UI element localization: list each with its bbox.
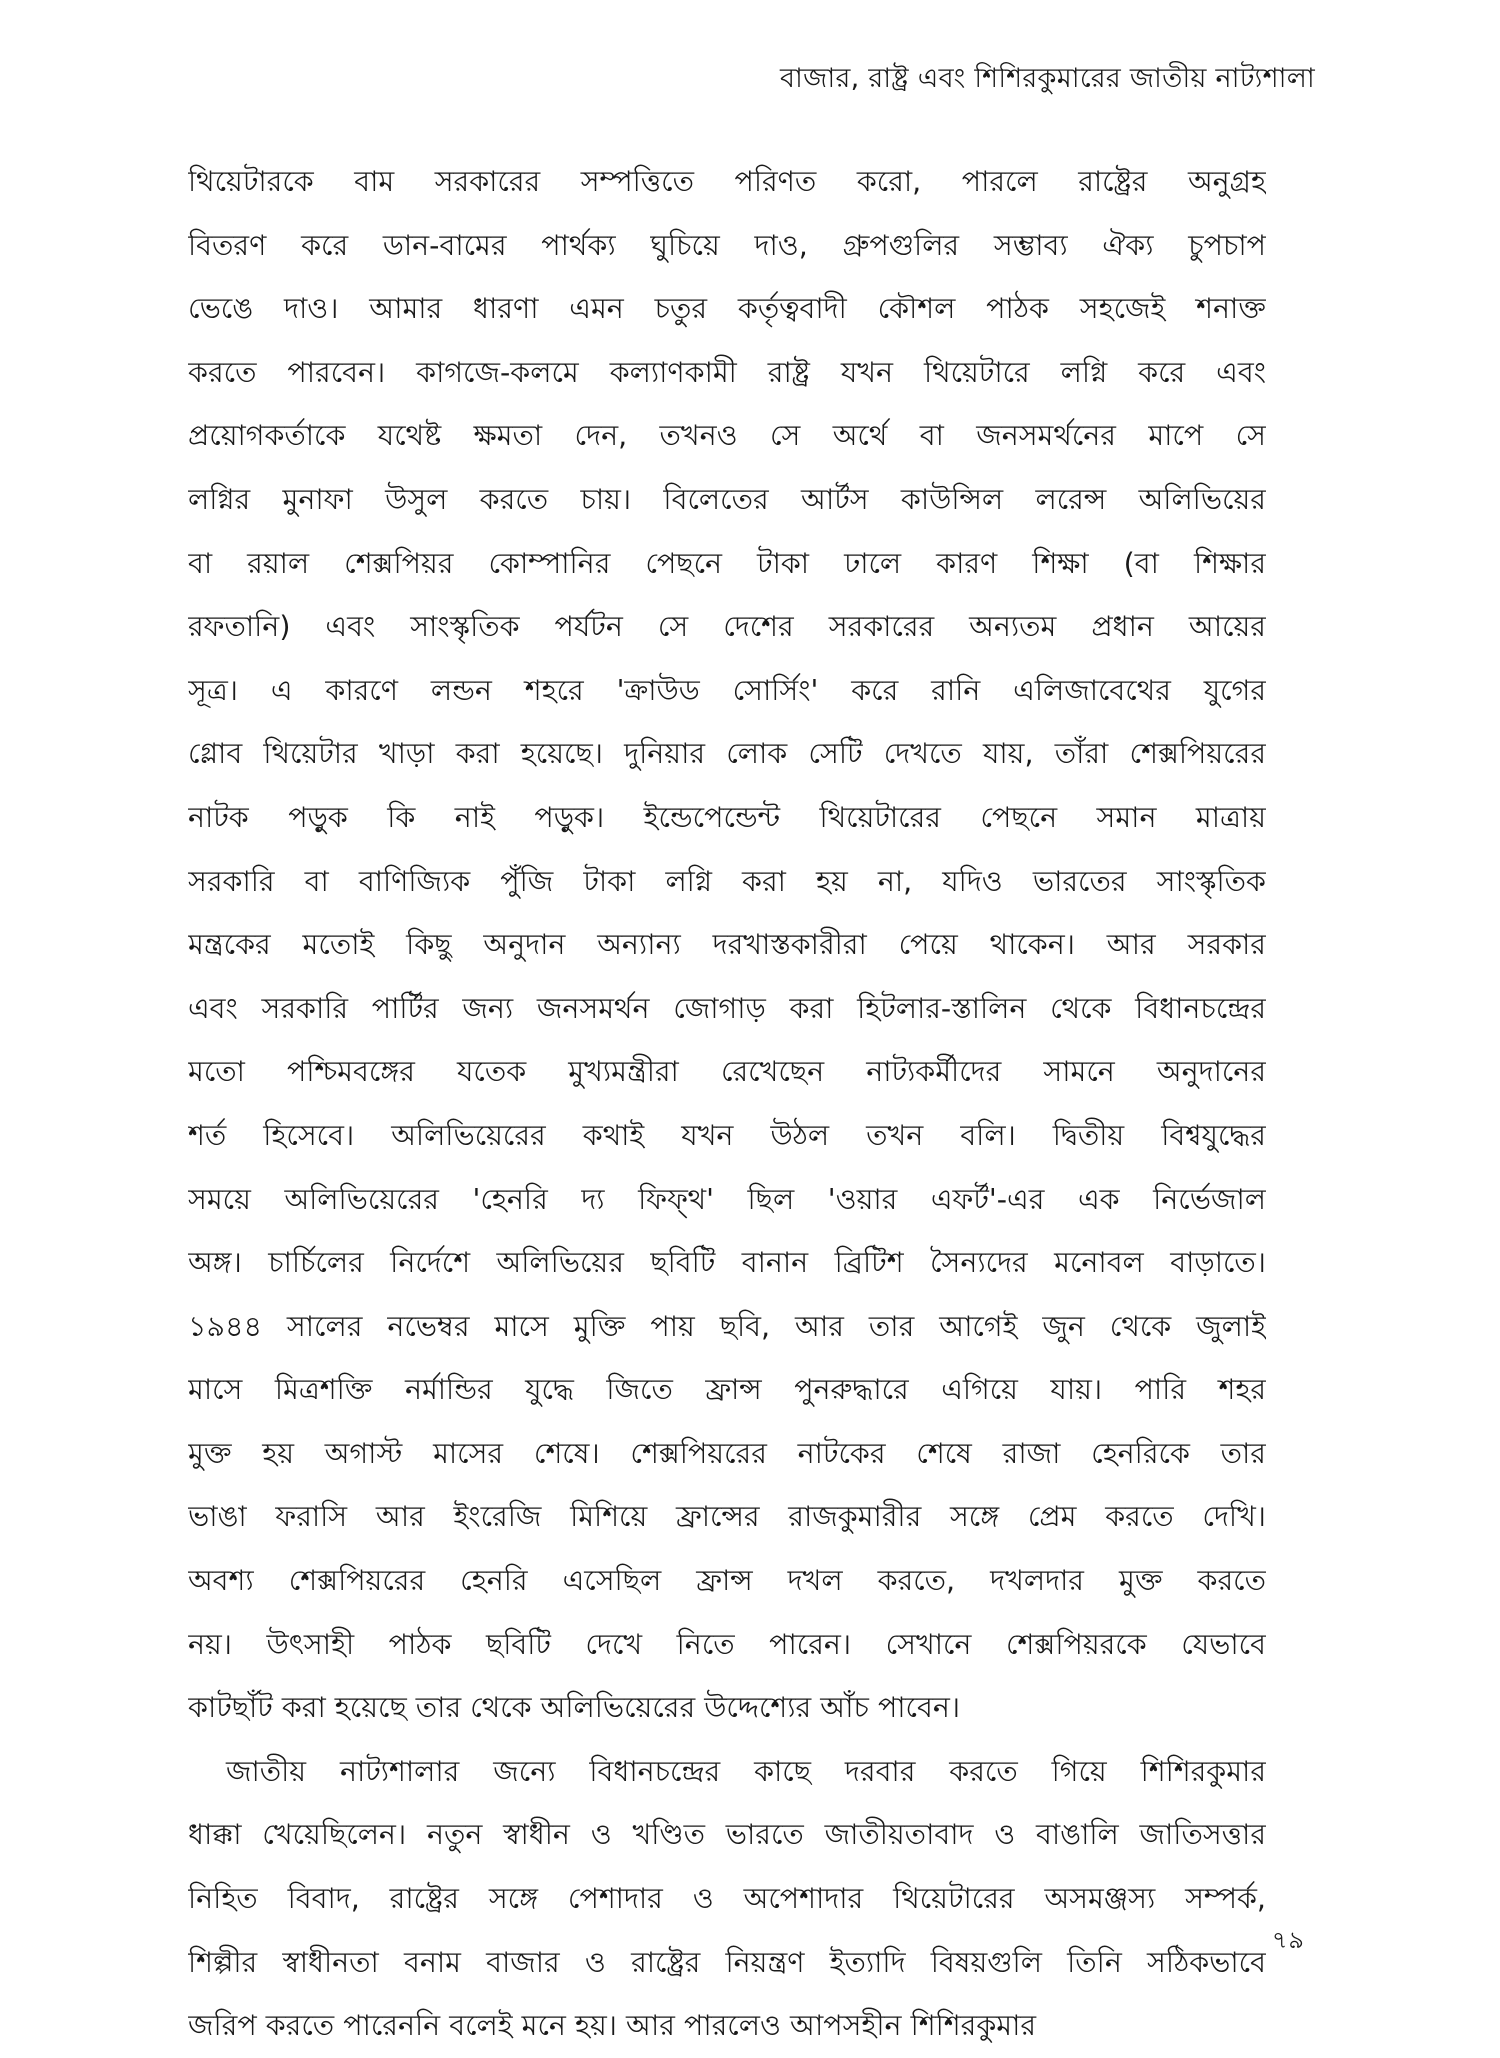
text-line: মুক্ত হয় অগাস্ট মাসের শেষে। শেক্সপিয়রের নাটকের শেষে রাজা হেনরিকে তার	[188, 1436, 1266, 1470]
text-line: নাটক পড়ুক কি নাই পড়ুক। ইন্ডেপেন্ডেন্ট থিয়েটারের পেছনে সমান মাত্রায়	[188, 800, 1266, 834]
text-line: সময়ে অলিভিয়েরের 'হেনরি দ্য ফিফ্থ' ছিল 'ওয়ার এফর্ট'-এর এক নির্ভেজাল	[188, 1182, 1266, 1216]
text-line: মতো পশ্চিমবঙ্গের যতেক মুখ্যমন্ত্রীরা রেখেছেন নাট্যকর্মীদের সামনে অনুদানের	[188, 1055, 1266, 1089]
text-line: বিতরণ করে ডান-বামের পার্থক্য ঘুচিয়ে দাও, গ্রুপগুলির সম্ভাব্য ঐক্য চুপচাপ	[188, 228, 1266, 262]
text-line: ধাক্কা খেয়েছিলেন। নতুন স্বাধীন ও খণ্ডিত ভারতে জাতীয়তাবাদ ও বাঙালি জাতিসত্তার	[188, 1818, 1266, 1852]
paragraph	[188, 150, 1266, 1740]
running-header: বাজার, রাষ্ট্র এবং শিশিরকুমারের জাতীয় নাট্যশালা	[780, 63, 1315, 94]
text-line: নয়। উৎসাহী পাঠক ছবিটি দেখে নিতে পারেন। সেখানে শেক্সপিয়রকে যেভাবে	[188, 1627, 1266, 1661]
text-line: মাসে মিত্রশক্তি নর্মান্ডির যুদ্ধে জিতে ফ্রান্স পুনরুদ্ধারে এগিয়ে যায়। পারি শহর	[188, 1373, 1266, 1407]
page-number: ৭৯	[1271, 1926, 1305, 1954]
text-line: রফতানি) এবং সাংস্কৃতিক পর্যটন সে দেশের সরকারের অন্যতম প্রধান আয়ের	[188, 610, 1266, 644]
text-line: বা রয়াল শেক্সপিয়র কোম্পানির পেছনে টাকা ঢালে কারণ শিক্ষা (বা শিক্ষার	[188, 546, 1266, 580]
text-line: অঙ্গ। চার্চিলের নির্দেশে অলিভিয়ের ছবিটি বানান ব্রিটিশ সৈন্যদের মনোবল বাড়াতে।	[188, 1246, 1266, 1280]
text-line: প্রয়োগকর্তাকে যথেষ্ট ক্ষমতা দেন, তখনও সে অর্থে বা জনসমর্থনের মাপে সে	[188, 419, 1266, 453]
text-line: ভেঙে দাও। আমার ধারণা এমন চতুর কর্তৃত্ববাদী কৌশল পাঠক সহজেই শনাক্ত	[188, 292, 1266, 326]
text-line: সূত্র। এ কারণে লন্ডন শহরে 'ক্রাউড সোর্সিং' করে রানি এলিজাবেথের যুগের	[188, 673, 1266, 707]
text-line: গ্লোব থিয়েটার খাড়া করা হয়েছে। দুনিয়ার লোক সেটি দেখতে যায়, তাঁরা শেক্সপিয়রের	[188, 737, 1266, 771]
text-line: করতে পারবেন। কাগজে-কলমে কল্যাণকামী রাষ্ট্র যখন থিয়েটারে লগ্নি করে এবং	[188, 355, 1266, 389]
text-line: জাতীয় নাট্যশালার জন্যে বিধানচন্দ্রের কাছে দরবার করতে গিয়ে শিশিরকুমার	[226, 1754, 1266, 1788]
text-line: কাটছাঁট করা হয়েছে তার থেকে অলিভিয়েরের উদ্দেশ্যের আঁচ পাবেন।	[188, 1691, 961, 1725]
text-line: শর্ত হিসেবে। অলিভিয়েরের কথাই যখন উঠল তখন বলি। দ্বিতীয় বিশ্বযুদ্ধের	[188, 1118, 1266, 1152]
body-text	[188, 150, 1266, 2058]
text-line: অবশ্য শেক্সপিয়রের হেনরি এসেছিল ফ্রান্স দখল করতে, দখলদার মুক্ত করতে	[188, 1564, 1266, 1598]
text-line: সরকারি বা বাণিজ্যিক পুঁজি টাকা লগ্নি করা হয় না, যদিও ভারতের সাংস্কৃতিক	[188, 864, 1266, 898]
text-line: লগ্নির মুনাফা উসুল করতে চায়। বিলেতের আর্টস কাউন্সিল লরেন্স অলিভিয়ের	[188, 482, 1266, 516]
text-line: নিহিত বিবাদ, রাষ্ট্রের সঙ্গে পেশাদার ও অপেশাদার থিয়েটারের অসমঞ্জস্য সম্পর্ক,	[188, 1882, 1266, 1916]
text-line: এবং সরকারি পার্টির জন্য জনসমর্থন জোগাড় করা হিটলার-স্তালিন থেকে বিধানচন্দ্রের	[188, 991, 1266, 1025]
text-line: ১৯৪৪ সালের নভেম্বর মাসে মুক্তি পায় ছবি, আর তার আগেই জুন থেকে জুলাই	[188, 1309, 1266, 1343]
text-line: থিয়েটারকে বাম সরকারের সম্পত্তিতে পরিণত করো, পারলে রাষ্ট্রের অনুগ্রহ	[188, 165, 1266, 198]
text-line: মন্ত্রকের মতোই কিছু অনুদান অন্যান্য দরখাস্তকারীরা পেয়ে থাকেন। আর সরকার	[188, 928, 1266, 962]
text-line: শিল্পীর স্বাধীনতা বনাম বাজার ও রাষ্ট্রের নিয়ন্ত্রণ ইত্যাদি বিষয়গুলি তিনি সঠিকভাবে	[188, 1945, 1266, 1979]
paragraph	[188, 1740, 1266, 2058]
text-line: জরিপ করতে পারেননি বলেই মনে হয়। আর পারলেও আপসহীন শিশিরকুমার	[188, 2009, 1037, 2043]
text-line: ভাঙা ফরাসি আর ইংরেজি মিশিয়ে ফ্রান্সের রাজকুমারীর সঙ্গে প্রেম করতে দেখি।	[188, 1500, 1266, 1534]
